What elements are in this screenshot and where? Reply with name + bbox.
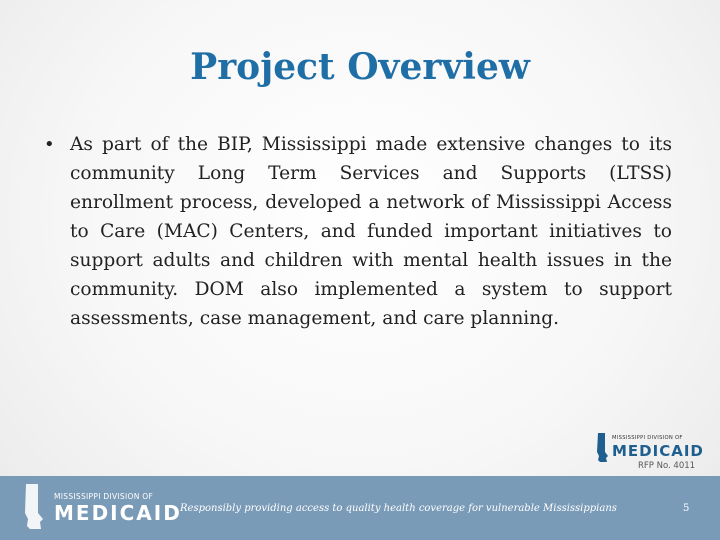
page-number: 5 bbox=[683, 503, 690, 514]
logo-name: MEDICAID bbox=[612, 442, 704, 460]
footer-logo-name: MEDICAID bbox=[54, 501, 182, 525]
slide-title: Project Overview bbox=[190, 46, 530, 88]
bullet-marker: • bbox=[44, 134, 55, 155]
rfp-number: RFP No. 4011 bbox=[638, 461, 696, 471]
bullet-text: As part of the BIP, Mississippi made extensive changes to its community Long Term Services and Supports (LTSS) enrollment process, developed a network of Mississippi Access to Care (MAC) Centers, and funded important initiatives to support adults and children with mental health issues in the community. DOM also implemented a system to support assessments, case management, and care planning. bbox=[70, 134, 672, 329]
mississippi-state-icon bbox=[594, 432, 610, 464]
footer-tagline: Responsibly providing access to quality health coverage for vulnerable Mississippians bbox=[180, 503, 617, 514]
bullet-list bbox=[42, 130, 672, 333]
logo-agency-line: MISSISSIPPI DIVISION OF bbox=[612, 435, 683, 441]
footer-logo-agency-line: MISSISSIPPI DIVISION OF bbox=[54, 492, 154, 501]
footer-bar bbox=[0, 476, 720, 540]
bullet-item bbox=[42, 130, 672, 333]
mississippi-state-icon bbox=[20, 482, 46, 532]
